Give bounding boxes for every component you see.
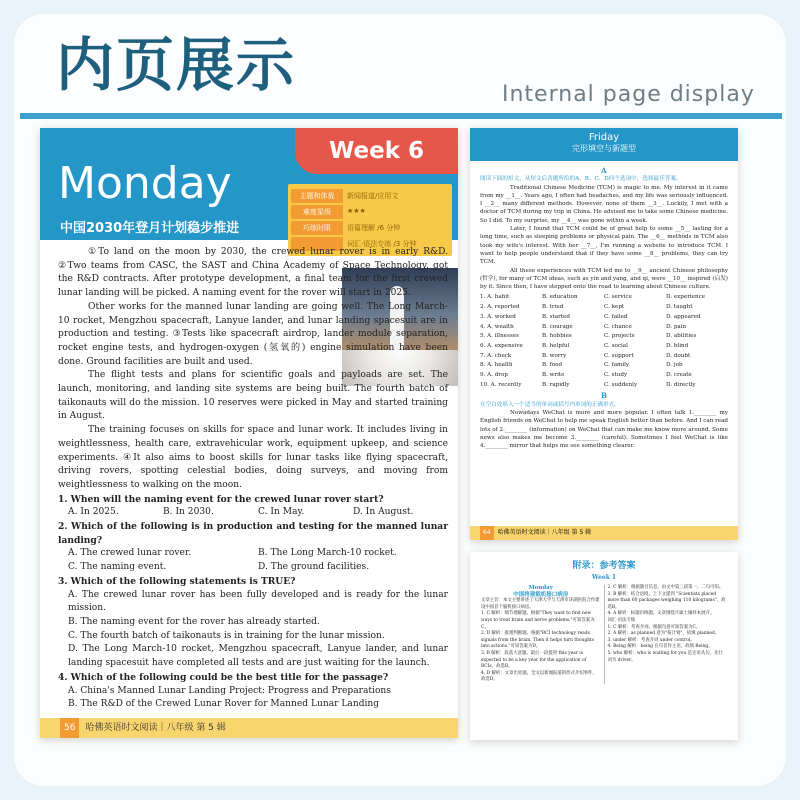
answer-item: 3. under 解析：考查介词 under control。 [607,637,695,643]
option: 1. A. habit [480,294,510,301]
option: 5. A. illnesses [480,333,519,340]
day-title: Friday [588,132,620,143]
section-subtitle: 完形填空与新题型 [572,144,636,153]
option: B. The R&D of the Crewed Lunar Rover for Manned Lunar Landing [68,699,380,710]
left-page [40,128,458,738]
option: B. helpful [542,342,570,349]
cloze-paragraph: Later, I found that TCM could be of great help to some __5__ lasting for a long time, such as sleeping problems or physical pain. The __6__ methods in TCM also took my wife's interest. With her __7__, I'm running a website to introduce TCM. I want to help people understand that if they have some __8__ problems, they can try TCM. [480,226,728,266]
question: 4. Which of the following could be the best title for the passage? [58,671,389,683]
footer-text: 哈佛英语时文阅读｜八年级 第 5 辑 [85,723,226,733]
option: D. directly [666,381,696,388]
answer-item: 4. Being 解析：being 在句首作主语，故填 Being。 [607,644,713,650]
option: D. job [666,362,683,369]
option: A. China's Manned Lunar Landing Project: Progress and Preparations [68,685,391,696]
info-value: 词汇·语法专练 /3 分钟 [347,240,417,248]
option: C. suddenly [604,381,638,388]
option: B. food [542,362,563,369]
option: C. failed [604,313,628,320]
page-number: 56 [60,718,79,738]
right-page-header [470,128,738,161]
option: B. hobbies [542,333,572,340]
info-value: 语篇理解 /6 分钟 [347,224,401,232]
option: B. education [542,294,578,301]
info-row [291,205,449,219]
article-paragraph: Other works for the manned lunar landing are going well. The Long March-10 rocket, Mengzhou spacecraft, Lanyue lander, and lunar landing spacesuit are in production and testing. ③Tests like spacecraft airdrop, lander module separation, rocket engine tests, and hydrogen-oxygen (氢氧的) engine simulation have been done. Ground facilities are built and used. [58,301,448,367]
option: D. appeared [666,313,701,320]
answer-column [478,585,604,684]
question: 3. Which of the following statements is TRUE? [58,575,296,587]
cloze-paragraph: All these experiences with TCM led me to __9__ ancient Chinese philosophy (哲学), for many of TCM ideas, such as yin and yang, and qi, were __10__ inspired (启发) by it. Since then, I have stepped onto the road to learning about Chinese culture. [480,267,728,291]
option: B. courage [542,323,573,330]
info-label: 主题和体裁 [291,189,343,203]
answer-item: 1. C 解析：细节理解题。根据"They want to find new ways to treat brain and nerve problems."可知答案为C。 [481,611,595,630]
option: B. rapidly [542,381,570,388]
answer-item: 3. B 解析：结合语境，上下文提到 "Scientists placed more than 60 packages weighing 110 kilograms"，故选B。 [607,591,726,610]
page-number: 64 [480,526,494,540]
option-row [58,506,448,520]
answer-item: 词汇·语法专练 [607,617,636,623]
answer-day: Monday [528,585,553,591]
answer-item: 3. B 解析：段落大意题。最后一段提到 this year is expected to be a key year for the application of BCIs，故选B。 [481,650,587,670]
option: C. kept [604,304,625,311]
option: C. study [604,372,628,379]
page-subtitle: Internal page display [502,82,755,107]
option: B. In 2030. [163,507,214,518]
option: 8. A. health [480,362,513,369]
info-label: 难度星级 [291,205,343,219]
option: 2. A. reported [480,304,520,311]
option: B. started [542,313,570,320]
cloze-body [470,161,738,457]
option: D. experience [666,294,706,301]
answer-item: 1. C 解析：考查介词。根据句意可知答案为C。 [607,624,701,630]
info-row [291,189,449,203]
answer-week: Week 1 [591,574,617,581]
option: D. pain [666,323,687,330]
instructions: 在空白处填入一个适当的单词或括号内单词的正确形式。 [480,401,620,408]
day-title: Monday [58,158,232,209]
option-row [58,547,448,561]
article-title: 中国2030年登月计划稳步推进 [60,221,240,236]
footer-text: 哈佛英语时文阅读｜八年级 第 5 辑 [497,529,592,536]
answer-item: 文章主旨：本文主要讲述了天津大学与天津市环湖医院合作建设中国首个脑机接口病房。 [481,598,600,610]
option: A. The crewed lunar rover. [68,548,192,559]
option: C. social [604,342,628,349]
answer-page [470,552,738,740]
section-label: A [601,166,607,175]
option: 6. A. expensive [480,342,523,349]
option: D. taught [666,304,693,311]
article-paragraph: ①To land on the moon by 2030, the crewed lunar rover is in early R&D. ②Two teams from CASC, the SAST and China Academy of Space Technology, got the R&D contracts. After prototype development, a final team for the first crewed lunar landing will be picked. A naming event for the rover will start in 2025. [58,247,448,299]
answer-item: 5. who 解析：who is waiting for you 是定语从句，先行词为 driver。 [607,650,723,663]
option: C. The naming event. [68,562,167,573]
option: D. doubt [666,352,691,359]
article-paragraph: The flight tests and plans for scientific goals and payloads are set. The launch, monitoring, and landing site systems are being built. The fourth batch of taikonauts will do the mission. 10 reserves were picked in May and started training in August. [58,370,448,422]
article-paragraph: The training focuses on skills for space and lunar work. It includes living in weightlessness, health care, extravehicular work, equipment upkeep, and science experiments. ④It also aims to boost skills for lunar tasks like flying spacecraft, driving rovers, spotting celestial bodies, doing surveys, and moving from weightlessness to walking on the moon. [58,425,448,490]
option: A. In 2025. [68,507,119,518]
fill-paragraph: Nowadays WeChat is more and more popular. I often talk 1.________ my English friends on WeChat to help me speak English better than before. And I can read lots of 2.________ (information) on WeChat that can make me know more around. Some news also makes me become 3.________ (careful). Sometimes I feel WeChat is like 4.________ mirror that helps me see something clearer. [480,410,728,450]
option: 3. A. worked [480,313,516,320]
cloze-paragraph: Traditional Chinese Medicine (TCM) is magic to me. My interest in it came from my __1__. Years ago, I often had headaches, and my life was seriously influenced. I __2__ many different methods. However, none of them __3__. Luckily, I met with a doctor of TCM during my trip in China. He advised me to take some Chinese medicine. So I did. To my surprise, my __4__ was gone within a week. [480,184,728,224]
option: D. create [666,372,692,379]
instructions: 阅读下面的短文，从短文后各题所给的A、B、C、D四个选项中，选择最佳答案。 [480,176,682,183]
answer-columns [470,581,738,688]
option: C. projects [604,333,635,340]
question: 2. Which of the following is in production and testing for the manned lunar landing? [58,521,448,546]
option: 7. A. check [480,352,512,359]
info-label: 巧练时限 [291,221,343,235]
option: C. service [604,294,632,301]
left-page-footer [40,718,458,738]
week-badge: Week 6 [295,128,458,174]
option: B. The Long March-10 rocket. [258,548,397,559]
option: D. abilities [666,333,697,340]
option: B. tried [542,304,564,311]
answer-column [605,585,731,684]
option: A. The crewed lunar rover has been fully developed and is ready for the lunar mission. [68,589,448,614]
option: B. write [542,372,565,379]
answer-item: 2. C 解析：根据题目信息，由文中第三段第一、二句可知。 [607,585,724,590]
option: B. The naming event for the rover has already started. [68,616,320,627]
section-label: B [601,391,607,401]
right-page [470,128,738,540]
page-title: 内页展示 [56,31,297,99]
option: D. In August. [353,507,414,518]
right-page-footer [470,526,738,540]
answer-article-title: 中国将建载机接口病房 [513,591,569,598]
option: C. In May. [258,507,305,518]
info-row [291,221,449,235]
options-grid [480,293,728,390]
answer-item: 2. A 解析：as planned 意为"按计划"，故填 planned。 [607,631,720,637]
option: C. support [604,352,634,359]
info-value: ★★★ [347,207,366,215]
info-value: 新闻报道/应用文 [347,192,399,200]
option: 9. A. drop [480,372,508,379]
option: 10. A. recently [480,381,522,388]
option: D. blind [666,342,689,349]
question: 1. When will the naming event for the crewed lunar rover start? [58,493,384,505]
option: B. worry [542,352,567,359]
answer-item: 4. D 解析：文章出处题。全文以新闻报道的形式介绍事件，故选D。 [481,670,597,683]
option: D. The ground facilities. [258,562,370,573]
answer-title: 附录：参考答案 [572,561,636,571]
option: C. The fourth batch of taikonauts is in training for the lunar mission. [68,630,385,641]
option: 4. A. wealth [480,323,514,330]
answer-item: 4. A 解析：标题归纳题。文章围绕月球土壤样本展开。 [607,611,715,617]
option: C. chance [604,323,632,330]
option: C. family [604,362,630,369]
option-row [58,561,448,575]
option: D. The Long March-10 rocket, Mengzhou spacecraft, Lanyue lander, and lunar landing spacesuit have completed all tests and are just waiting for the launch. [68,644,448,669]
answer-item: 2. D 解析：推理判断题。根据"BCI technology reads signals from the brain. Then it helps turn thoughts into actions."可知答案为D。 [481,631,595,650]
article-body [58,246,448,712]
title-divider [20,113,782,119]
